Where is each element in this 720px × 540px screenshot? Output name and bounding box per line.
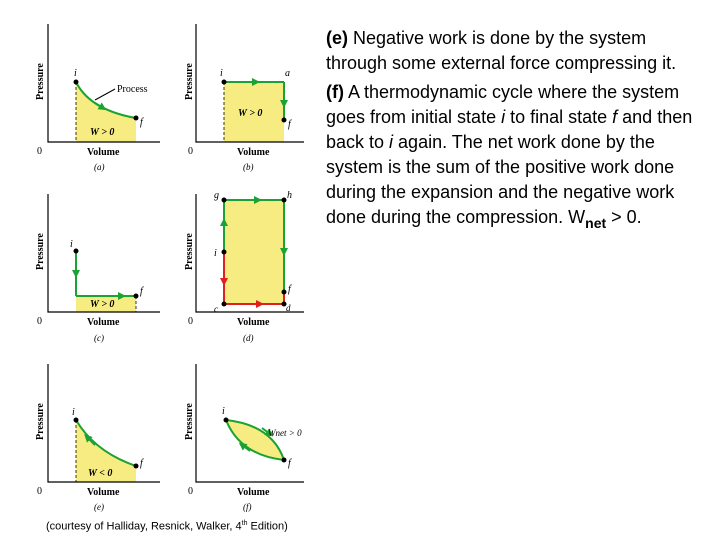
state-i-dot-d (222, 250, 227, 255)
caption-b: (b) (243, 162, 254, 172)
origin-label-a: 0 (37, 146, 42, 157)
state-f-label-a: f (140, 117, 143, 128)
state-f-label-d: f (288, 284, 291, 295)
state-i-dot-b (222, 80, 227, 85)
state-f-dot-d (282, 290, 287, 295)
origin-label-b: 0 (188, 146, 193, 157)
state-f-label-b: f (288, 119, 291, 130)
credit-prefix: (courtesy of Halliday, Resnick, Walker, 4 (46, 520, 242, 533)
origin-label-f: 0 (188, 486, 193, 497)
state-i-label-e: i (72, 407, 75, 418)
explanation-text (326, 26, 710, 235)
caption-a: (a) (94, 162, 105, 172)
state-g-dot-d (222, 198, 227, 203)
diagram-f (184, 364, 304, 512)
volume-label-d: Volume (237, 317, 270, 328)
axes-c (48, 194, 160, 312)
body-f-3: and then back to (326, 107, 693, 152)
state-f-dot-e (134, 464, 139, 469)
body-f-2: to final state (505, 107, 613, 127)
diagram-a (35, 24, 160, 172)
pressure-label-b: Pressure (184, 63, 195, 100)
work-label-e: W < 0 (88, 468, 113, 479)
volume-label-f: Volume (237, 487, 270, 498)
origin-label-d: 0 (188, 316, 193, 327)
pressure-label-d: Pressure (184, 233, 195, 270)
state-f-label-c: f (140, 286, 143, 297)
work-label-b: W > 0 (238, 108, 263, 119)
state-i-dot-f (224, 418, 229, 423)
diagram-b (184, 24, 304, 172)
state-d-label-d: d (286, 303, 291, 313)
origin-label-c: 0 (37, 316, 42, 327)
work-label-c: W > 0 (90, 299, 115, 310)
caption-f: (f) (243, 502, 252, 512)
tag-e: (e) (326, 28, 348, 48)
state-i-dot-e (74, 418, 79, 423)
italic-f: f (612, 107, 618, 127)
state-i-label-c: i (70, 239, 73, 250)
volume-label-c: Volume (87, 317, 120, 328)
state-i-label-f: i (222, 406, 225, 417)
diagram-d (184, 190, 304, 343)
state-h-dot-d (282, 198, 287, 203)
origin-label-e: 0 (37, 486, 42, 497)
body-e: Negative work is done by the system through some external force compressing it. (326, 28, 677, 73)
pressure-label-e: Pressure (35, 403, 46, 440)
work-label-a: W > 0 (90, 127, 115, 138)
volume-label-b: Volume (237, 147, 270, 158)
credit-suffix: Edition) (247, 520, 288, 533)
state-i-label-d: i (214, 248, 217, 259)
diagram-e (35, 364, 160, 512)
volume-label-e: Volume (87, 487, 120, 498)
paragraph-e (326, 26, 710, 76)
state-h-label-d: h (287, 190, 292, 201)
volume-label-a: Volume (87, 147, 120, 158)
pv-diagrams-figure (0, 0, 330, 540)
caption-d: (d) (243, 333, 254, 343)
paragraph-f (326, 80, 710, 231)
credit-sup: th (241, 520, 248, 527)
caption-e: (e) (94, 502, 104, 512)
work-label-f: Wnet > 0 (268, 428, 302, 438)
credit-caption (46, 520, 288, 533)
state-i-dot-c (74, 249, 79, 254)
work-area-f (226, 420, 284, 460)
pressure-label-f: Pressure (184, 403, 195, 440)
subscript-net: net (585, 215, 607, 231)
body-f-4: again. The net work done by the system is the sum of the positive work done during the expansion and the negative work done during the compression. W (326, 132, 675, 227)
state-f-dot-f (282, 458, 287, 463)
pressure-label-c: Pressure (35, 233, 46, 270)
state-f-label-e: f (140, 458, 143, 469)
process-pointer-a (95, 89, 115, 100)
state-i-label-b: i (220, 68, 223, 79)
state-f-dot-c (134, 294, 139, 299)
italic-i-1: i (501, 107, 506, 127)
pressure-label-a: Pressure (35, 63, 46, 100)
state-c-label-d: c (214, 304, 218, 314)
state-i-dot-a (74, 80, 79, 85)
state-f-dot-b (282, 118, 287, 123)
state-c-dot-d (222, 302, 227, 307)
tag-f: (f) (326, 82, 344, 102)
state-g-label-d: g (214, 190, 219, 201)
state-f-label-f: f (288, 458, 291, 469)
state-f-dot-a (134, 116, 139, 121)
process-label-a: Process (117, 84, 148, 95)
work-area-d (224, 200, 284, 304)
body-f-1: A thermodynamic cycle where the system goes from initial state (326, 82, 680, 127)
caption-c: (c) (94, 333, 104, 343)
body-f-5: > 0. (606, 207, 642, 227)
diagram-c (35, 194, 160, 343)
state-i-label-a: i (74, 68, 77, 79)
italic-i-2: i (389, 132, 394, 152)
state-a-label-b: a (285, 68, 290, 79)
